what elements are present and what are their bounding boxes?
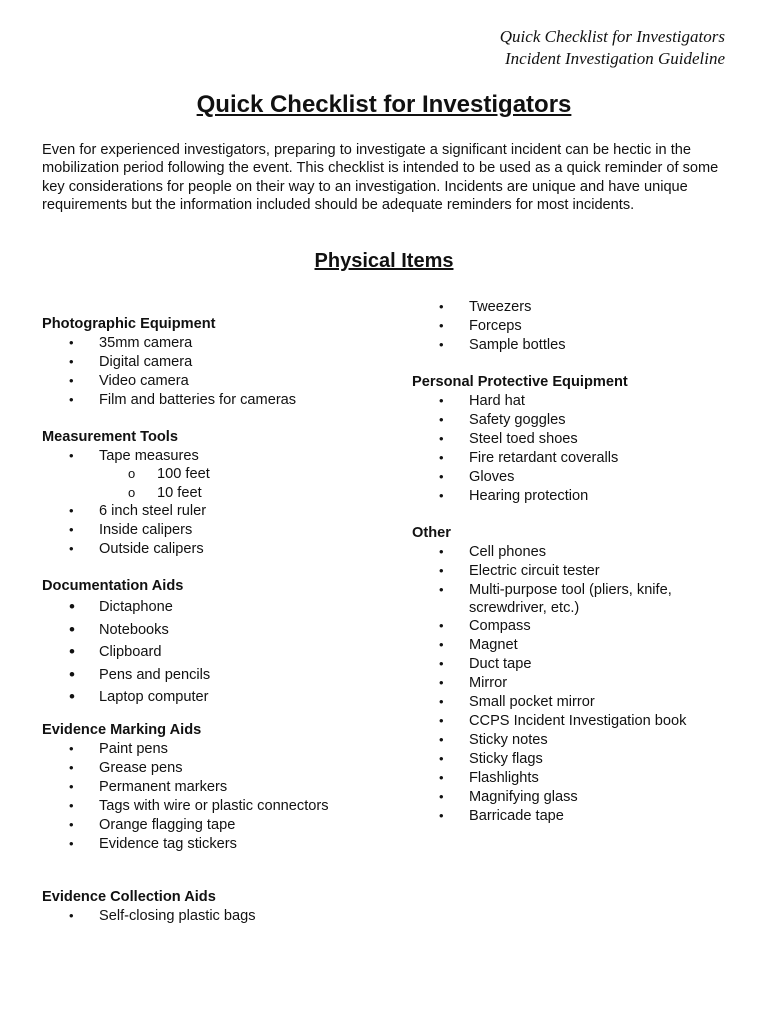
sublist-tape-measures [99,465,402,502]
page-title: Quick Checklist for Investigators [196,91,572,118]
list-item: • Self-closing plastic bags [69,907,256,924]
list-item: • Cell phones [439,544,547,560]
list-item: • Sample bottles [439,337,566,353]
bullet-icon: • [439,732,444,747]
bullet-icon: • [439,450,444,465]
running-header [500,26,725,70]
list-item: • Digital camera [69,354,193,370]
list-item: • Magnet [439,637,518,653]
bullet-icon: • [69,597,75,616]
bullet-icon: • [439,637,444,652]
bullet-icon: • [439,469,444,484]
sub-list-item: o 100 feet [128,466,210,482]
list-item: • Clipboard [42,641,402,664]
bullet-icon: • [69,907,74,923]
bullet-icon: • [439,563,444,578]
list-item: • Tape measures o 100 feet o 10 feet [42,447,402,502]
list-evidence-collection-continued [412,298,742,355]
bullet-icon: • [439,318,444,333]
bullet-icon: • [69,619,75,639]
bullet-icon: • [69,522,74,537]
right-column [412,298,742,826]
bullet-icon: • [69,687,75,706]
bullet-icon: • [439,713,444,728]
bullet-icon: • [439,582,444,597]
list-item: • Pens and pencils [42,664,402,687]
bullet-icon: • [439,488,444,503]
list-item: • Duct tape [439,656,532,672]
list-item: • Forceps [439,318,522,334]
list-item: • Safety goggles [439,412,566,428]
bullet-icon: • [439,808,444,823]
bullet-icon: • [69,835,74,851]
running-header-line2: Incident Investigation Guideline [505,49,725,68]
running-header-line1: Quick Checklist for Investigators [499,27,725,46]
heading-evidence-collection-aids: Evidence Collection Aids [42,888,216,905]
bullet-icon: • [69,354,74,369]
list-item: • Barricade tape [439,808,564,824]
list-item: • Gloves [439,469,515,485]
bullet-icon: • [69,503,74,518]
heading-measurement-tools: Measurement Tools [42,429,178,445]
list-item: • Small pocket mirror [439,694,595,710]
bullet-icon: • [439,751,444,766]
list-item: • Tags with wire or plastic connectors [69,797,329,814]
bullet-icon: • [439,393,444,408]
heading-photographic-equipment: Photographic Equipment [42,316,216,332]
list-evidence-collection-aids [42,907,402,926]
list-other [412,543,742,826]
circle-bullet-icon: o [128,466,136,481]
bullet-icon: • [69,664,75,684]
bullet-icon: • [69,778,74,794]
bullet-icon: • [69,335,74,350]
bullet-icon: • [439,694,444,709]
circle-bullet-icon: o [128,484,136,500]
bullet-icon: • [69,541,74,556]
list-item: • Mirror [439,675,508,691]
bullet-icon: • [439,337,444,352]
bullet-icon: • [69,642,75,661]
bullet-icon: • [439,770,444,785]
list-item: • Steel toed shoes [439,431,578,447]
list-documentation-aids [42,596,402,709]
list-item: • Outside calipers [69,541,204,557]
list-item: • Fire retardant coveralls [439,450,619,466]
list-item: • Sticky flags [439,751,543,767]
list-item: • 35mm camera [69,335,193,351]
bullet-icon: • [69,373,74,388]
list-item: • Laptop computer [42,686,402,709]
list-evidence-marking-aids [42,740,402,854]
bullet-icon: • [439,412,444,427]
list-item: • Video camera [69,373,189,389]
list-item: • Hearing protection [439,488,589,504]
list-item: • Dictaphone [42,596,402,619]
list-photographic-equipment [42,334,402,410]
list-item: • Compass [439,618,531,634]
list-item: • Electric circuit tester [439,563,600,579]
bullet-icon: • [69,740,74,756]
list-item: • Tweezers [439,299,532,315]
bullet-icon: • [69,448,74,463]
list-item: • Inside calipers [69,522,193,538]
bullet-icon: • [439,431,444,446]
list-measurement-tools [42,447,402,559]
left-column [42,315,402,926]
bullet-icon: • [439,544,444,559]
intro-paragraph: Even for experienced investigators, preparing to investigate a significant incident can be hectic in the mobilization period following the event. This checklist is intended to be used as a quick reminder of some key considerations for people on their way to an investigation. Incidents are unique and have unique requirements but the information included should be adequate reminders for most incidents. [42,142,719,213]
bullet-icon: • [69,816,74,832]
list-item: • Orange flagging tape [69,816,236,833]
bullet-icon: • [439,618,444,633]
bullet-icon: • [69,797,74,813]
list-item: • Multi-purpose tool (pliers, knife, screwdriver, etc.) [439,582,672,616]
bullet-icon: • [439,656,444,671]
bullet-icon: • [439,789,444,804]
list-item: • Magnifying glass [439,789,578,805]
list-item: • Hard hat [439,393,525,409]
bullet-icon: • [69,759,74,775]
list-item: • 6 inch steel ruler [69,503,207,519]
list-item: • Film and batteries for cameras [69,392,297,408]
list-item: • CCPS Incident Investigation book [439,713,687,729]
list-item: • Evidence tag stickers [69,835,237,852]
bullet-icon: • [439,675,444,690]
list-item: • Permanent markers [69,778,228,795]
heading-evidence-marking-aids: Evidence Marking Aids [42,721,202,738]
bullet-icon: • [69,392,74,407]
heading-documentation-aids: Documentation Aids [42,578,184,594]
heading-other: Other [412,525,451,541]
heading-personal-protective-equipment: Personal Protective Equipment [412,374,628,390]
list-item: • Grease pens [69,759,183,776]
sub-list-item: o 10 feet [128,484,202,501]
list-item: • Paint pens [69,740,168,757]
list-item: • Sticky notes [439,732,548,748]
list-item: • Flashlights [439,770,539,786]
section-title-physical-items: Physical Items [314,250,454,272]
bullet-icon: • [439,299,444,314]
list-item: • Notebooks [42,619,402,642]
list-personal-protective-equipment [412,392,742,506]
